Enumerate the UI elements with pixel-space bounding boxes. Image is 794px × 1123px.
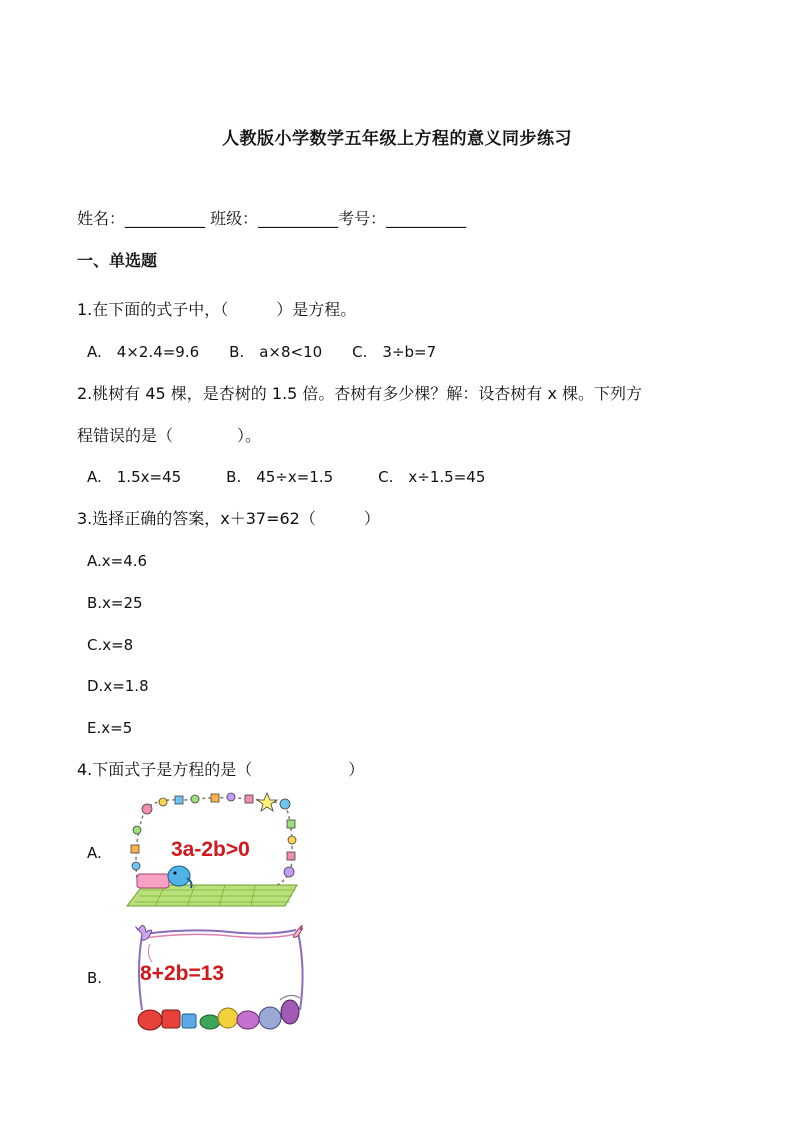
question-4-option-b-label: B.: [87, 969, 103, 987]
question-3-option-a: A.x=4.6: [87, 552, 148, 570]
question-1-stem: 1.在下面的式子中，（ ）是方程。: [77, 300, 357, 319]
question-4-option-a-label: A.: [87, 844, 102, 862]
question-3-option-e: E.x=5: [87, 719, 133, 737]
frame-b-expression: 8+2b=13: [140, 962, 225, 985]
question-2-stem-line1: 2.桃树有 45 棵，是杏树的 1.5 倍。杏树有多少棵？解：设杏树有 x 棵。下列方: [77, 384, 643, 403]
question-3-option-b: B.x=25: [87, 594, 143, 612]
question-3-option-d: D.x=1.8: [87, 677, 149, 695]
question-2-stem-line2: 程错误的是（ ）。: [77, 426, 262, 445]
student-info-line: 姓名：__________ 班级：__________考号：__________: [77, 209, 467, 228]
page-title: 人教版小学数学五年级上方程的意义同步练习: [222, 129, 572, 149]
frame-a-expression: 3a-2b>0: [171, 838, 250, 861]
question-3-option-c: C.x=8: [87, 636, 134, 654]
section-heading: 一、单选题: [77, 251, 158, 270]
question-2-options: A. 1.5x=45 B. 45÷x=1.5 C. x÷1.5=45: [87, 468, 486, 486]
decorative-frame-b: [130, 920, 310, 1035]
question-3-stem: 3.选择正确的答案，x＋37=62（ ）: [77, 509, 380, 528]
question-1-options: A. 4×2.4=9.6 B. a×8<10 C. 3÷b=7: [87, 343, 437, 361]
decorative-frame-a: [125, 790, 300, 910]
question-4-stem: 4.下面式子是方程的是（ ）: [77, 760, 365, 779]
